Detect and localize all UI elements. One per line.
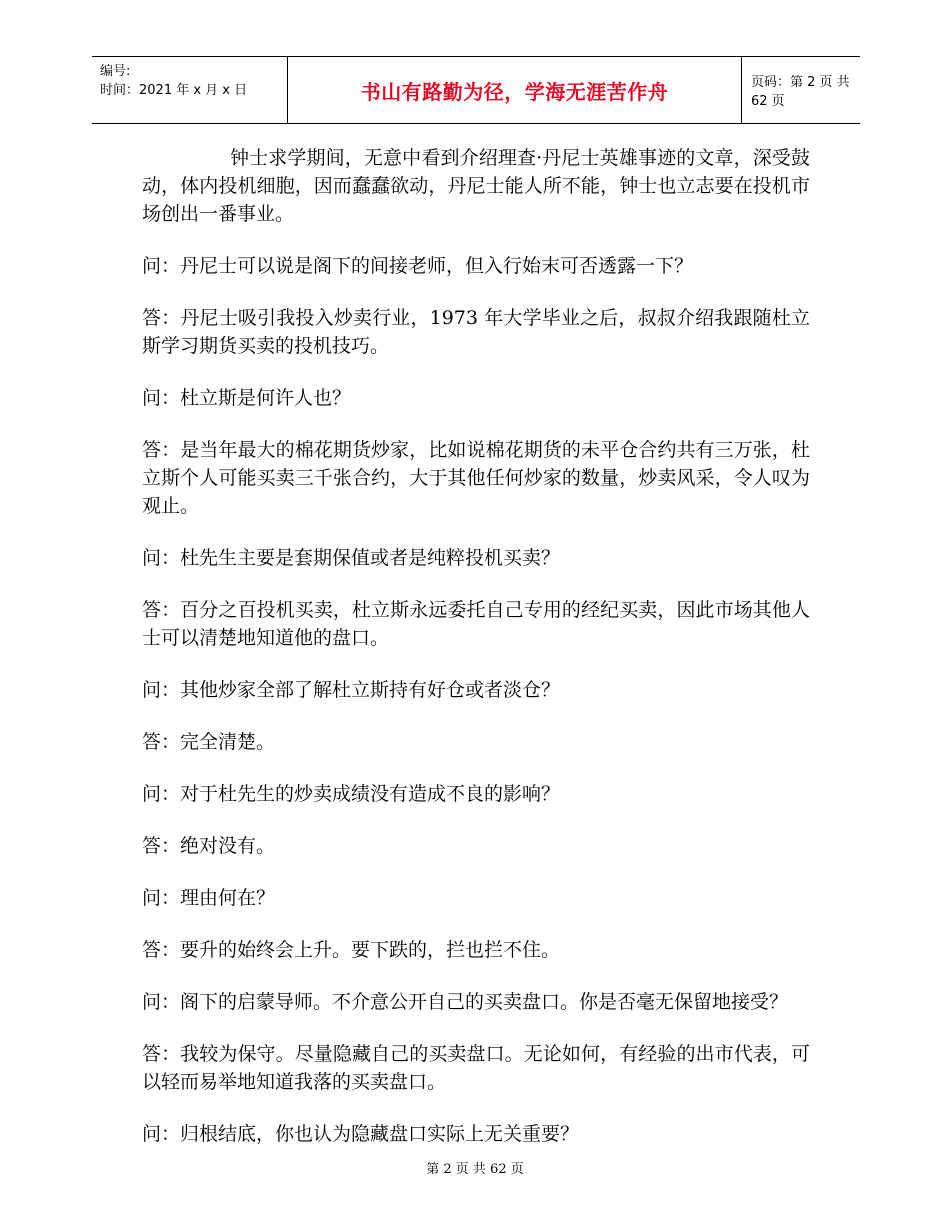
paragraph: 问：阁下的启蒙导师。不介意公开自己的买卖盘口。你是否毫无保留地接受？ xyxy=(142,991,789,1013)
paragraph: 问：归根结底，你也认为隐藏盘口实际上无关重要？ xyxy=(142,1123,580,1145)
paragraph: 答：完全清楚。 xyxy=(142,731,276,753)
paragraph: 答：百分之百投机买卖，杜立斯永远委托自己专用的经纪买卖，因此市场其他人士可以清楚地知道他的盘口。 xyxy=(142,599,810,649)
paragraph: 问：丹尼士可以说是阁下的间接老师，但入行始末可否透露一下？ xyxy=(142,255,694,277)
header-motto: 书山有路勤为径，学海无涯苦作舟 xyxy=(360,79,669,104)
paragraph: 答：是当年最大的棉花期货炒家，比如说棉花期货的未平仓合约共有三万张，杜立斯个人可能买卖三千张合约，大于其他任何炒家的数量，炒卖风采，令人叹为观止。 xyxy=(142,439,810,517)
paragraph: 问：理由何在？ xyxy=(142,887,276,909)
paragraph: 答：绝对没有。 xyxy=(142,835,276,857)
document-body xyxy=(142,144,810,1172)
page-footer: 第 2 页 共 62 页 xyxy=(426,1162,524,1177)
header-page-info: 页码：第 2 页 共 62 页 xyxy=(751,75,850,109)
header-motto-cell xyxy=(287,57,742,123)
paragraph: 问：对于杜先生的炒卖成绩没有造成不良的影响？ xyxy=(142,783,561,805)
paragraph: 答：要升的始终会上升。要下跌的，拦也拦不住。 xyxy=(142,939,561,961)
paragraph: 问：其他炒家全部了解杜立斯持有好仓或者淡仓？ xyxy=(142,679,561,701)
paragraph: 答：丹尼士吸引我投入炒卖行业，1973 年大学毕业之后，叔叔介绍我跟随杜立斯学习期货买卖的投机技巧。 xyxy=(142,307,810,357)
header-meta xyxy=(92,57,287,123)
paragraph: 问：杜立斯是何许人也？ xyxy=(142,387,352,409)
page-header xyxy=(92,56,860,124)
paragraph: 答：我较为保守。尽量隐藏自己的买卖盘口。无论如何，有经验的出市代表，可以轻而易举地知道我落的买卖盘口。 xyxy=(142,1043,810,1093)
time-label: 时间：2021 年 x 月 x 日 xyxy=(100,83,248,98)
paragraph: 问：杜先生主要是套期保值或者是纯粹投机买卖？ xyxy=(142,547,561,569)
serial-label: 编号: xyxy=(100,64,131,79)
paragraph: 钟士求学期间，无意中看到介绍理查·丹尼士英雄事迹的文章，深受鼓动，体内投机细胞，因而蠢蠢欲动，丹尼士能人所不能，钟士也立志要在投机市场创出一番事业。 xyxy=(142,147,810,225)
